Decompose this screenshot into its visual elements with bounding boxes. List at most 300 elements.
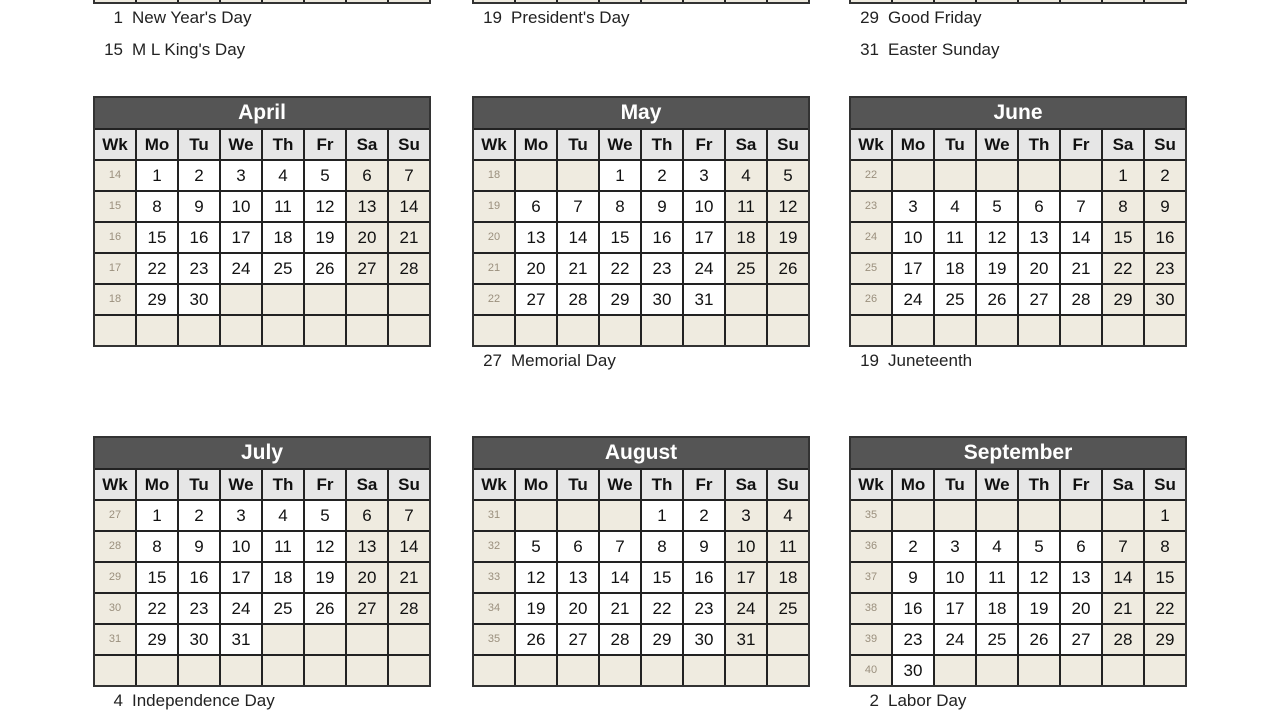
day-cell[interactable]: 10 bbox=[726, 532, 766, 561]
weekday-header: Su bbox=[768, 470, 808, 499]
holiday-item bbox=[462, 8, 630, 28]
day-cell[interactable]: 6 bbox=[1019, 192, 1059, 221]
day-cell[interactable]: 3 bbox=[726, 501, 766, 530]
day-cell[interactable]: 26 bbox=[1019, 625, 1059, 654]
day-cell[interactable]: 12 bbox=[977, 223, 1017, 252]
day-cell[interactable]: 4 bbox=[935, 192, 975, 221]
day-cell[interactable]: 30 bbox=[642, 285, 682, 314]
day-cell[interactable]: 9 bbox=[642, 192, 682, 221]
day-cell[interactable]: 12 bbox=[768, 192, 808, 221]
weekday-header: Sa bbox=[347, 130, 387, 159]
day-cell[interactable]: 1 bbox=[1103, 161, 1143, 190]
week-number: 31 bbox=[95, 625, 135, 654]
weekday-header: Fr bbox=[684, 130, 724, 159]
empty-cell bbox=[726, 316, 766, 345]
holiday-item bbox=[462, 351, 616, 371]
empty-cell bbox=[684, 656, 724, 685]
day-cell[interactable]: 6 bbox=[516, 192, 556, 221]
day-cell[interactable]: 29 bbox=[137, 285, 177, 314]
day-cell[interactable]: 6 bbox=[347, 501, 387, 530]
day-cell[interactable]: 23 bbox=[642, 254, 682, 283]
day-cell[interactable]: 19 bbox=[516, 594, 556, 623]
empty-cell bbox=[1061, 501, 1101, 530]
day-cell[interactable]: 3 bbox=[935, 532, 975, 561]
day-cell[interactable]: 28 bbox=[389, 254, 429, 283]
day-cell[interactable]: 1 bbox=[600, 161, 640, 190]
day-cell[interactable]: 22 bbox=[137, 254, 177, 283]
weekday-header: Su bbox=[389, 470, 429, 499]
empty-cell bbox=[263, 656, 303, 685]
day-cell[interactable]: 5 bbox=[305, 501, 345, 530]
empty-cell bbox=[516, 501, 556, 530]
day-cell[interactable]: 16 bbox=[893, 594, 933, 623]
day-cell[interactable]: 16 bbox=[642, 223, 682, 252]
week-number: 35 bbox=[851, 501, 891, 530]
week-number: 17 bbox=[95, 254, 135, 283]
day-cell[interactable]: 26 bbox=[305, 254, 345, 283]
empty-cell bbox=[642, 316, 682, 345]
weekday-header: We bbox=[977, 130, 1017, 159]
day-cell[interactable]: 24 bbox=[726, 594, 766, 623]
day-cell[interactable]: 18 bbox=[263, 223, 303, 252]
day-cell[interactable]: 19 bbox=[305, 563, 345, 592]
week-number: 30 bbox=[95, 594, 135, 623]
week-number: 25 bbox=[851, 254, 891, 283]
day-cell[interactable]: 29 bbox=[137, 625, 177, 654]
day-cell[interactable]: 8 bbox=[1103, 192, 1143, 221]
day-cell[interactable]: 2 bbox=[642, 161, 682, 190]
weekday-header: Th bbox=[642, 470, 682, 499]
weekday-header: Tu bbox=[558, 130, 598, 159]
weekday-header: Tu bbox=[935, 470, 975, 499]
day-cell[interactable]: 1 bbox=[137, 161, 177, 190]
empty-cell bbox=[263, 625, 303, 654]
day-cell[interactable]: 13 bbox=[1061, 563, 1101, 592]
day-cell[interactable]: 28 bbox=[600, 625, 640, 654]
day-cell[interactable]: 14 bbox=[1103, 563, 1143, 592]
month-grid bbox=[95, 130, 429, 345]
empty-cell bbox=[1103, 316, 1143, 345]
day-cell[interactable]: 2 bbox=[179, 501, 219, 530]
day-cell[interactable]: 10 bbox=[221, 192, 261, 221]
day-cell[interactable]: 4 bbox=[977, 532, 1017, 561]
day-cell[interactable]: 27 bbox=[347, 594, 387, 623]
empty-cell bbox=[389, 285, 429, 314]
day-cell[interactable]: 18 bbox=[263, 563, 303, 592]
day-cell[interactable]: 20 bbox=[558, 594, 598, 623]
weekday-header: Tu bbox=[179, 130, 219, 159]
day-cell[interactable]: 13 bbox=[1019, 223, 1059, 252]
day-cell[interactable]: 14 bbox=[1061, 223, 1101, 252]
day-cell[interactable]: 21 bbox=[558, 254, 598, 283]
day-cell[interactable]: 14 bbox=[558, 223, 598, 252]
day-cell[interactable]: 17 bbox=[684, 223, 724, 252]
day-cell[interactable]: 19 bbox=[768, 223, 808, 252]
month-title: June bbox=[851, 98, 1185, 130]
day-cell[interactable]: 15 bbox=[137, 563, 177, 592]
day-cell[interactable]: 23 bbox=[179, 254, 219, 283]
day-cell[interactable]: 24 bbox=[221, 254, 261, 283]
week-number: 15 bbox=[95, 192, 135, 221]
empty-cell bbox=[726, 285, 766, 314]
month-grid bbox=[95, 470, 429, 685]
empty-cell bbox=[558, 656, 598, 685]
day-cell[interactable]: 7 bbox=[558, 192, 598, 221]
day-cell[interactable]: 19 bbox=[1019, 594, 1059, 623]
empty-cell bbox=[389, 316, 429, 345]
day-cell[interactable]: 21 bbox=[389, 223, 429, 252]
day-cell[interactable]: 8 bbox=[1145, 532, 1185, 561]
day-cell[interactable]: 21 bbox=[1103, 594, 1143, 623]
day-cell[interactable]: 2 bbox=[893, 532, 933, 561]
day-cell[interactable]: 8 bbox=[137, 192, 177, 221]
empty-cell bbox=[179, 656, 219, 685]
day-cell[interactable]: 4 bbox=[263, 501, 303, 530]
day-cell[interactable]: 15 bbox=[600, 223, 640, 252]
day-cell[interactable]: 21 bbox=[389, 563, 429, 592]
holiday-name: Easter Sunday bbox=[888, 40, 1000, 59]
day-cell[interactable]: 9 bbox=[1145, 192, 1185, 221]
day-cell[interactable]: 9 bbox=[893, 563, 933, 592]
day-cell[interactable]: 29 bbox=[642, 625, 682, 654]
weekday-header: Su bbox=[1145, 130, 1185, 159]
week-number bbox=[95, 316, 135, 345]
empty-cell bbox=[600, 656, 640, 685]
day-cell[interactable]: 11 bbox=[977, 563, 1017, 592]
holiday-day: 1 bbox=[113, 8, 123, 27]
holiday-name: Memorial Day bbox=[511, 351, 616, 370]
day-cell[interactable]: 28 bbox=[389, 594, 429, 623]
day-cell[interactable]: 25 bbox=[977, 625, 1017, 654]
day-cell[interactable]: 10 bbox=[893, 223, 933, 252]
day-cell[interactable]: 30 bbox=[179, 285, 219, 314]
day-cell[interactable]: 17 bbox=[893, 254, 933, 283]
day-cell[interactable]: 16 bbox=[684, 563, 724, 592]
week-number: 31 bbox=[474, 501, 514, 530]
week-number: 29 bbox=[95, 563, 135, 592]
empty-cell bbox=[600, 316, 640, 345]
day-cell[interactable]: 30 bbox=[893, 656, 933, 685]
weekday-header: Wk bbox=[474, 130, 514, 159]
day-cell[interactable]: 6 bbox=[558, 532, 598, 561]
day-cell[interactable]: 26 bbox=[768, 254, 808, 283]
month-grid bbox=[851, 470, 1185, 685]
day-cell[interactable]: 4 bbox=[726, 161, 766, 190]
day-cell[interactable]: 20 bbox=[347, 563, 387, 592]
day-cell[interactable]: 12 bbox=[305, 192, 345, 221]
holiday-day: 29 bbox=[860, 8, 879, 27]
day-cell[interactable]: 23 bbox=[179, 594, 219, 623]
day-cell[interactable]: 8 bbox=[600, 192, 640, 221]
day-cell[interactable]: 31 bbox=[726, 625, 766, 654]
weekday-header: Su bbox=[1145, 470, 1185, 499]
day-cell[interactable]: 3 bbox=[221, 161, 261, 190]
day-cell[interactable]: 1 bbox=[642, 501, 682, 530]
holiday-item bbox=[83, 8, 251, 28]
day-cell[interactable]: 25 bbox=[263, 594, 303, 623]
week-number bbox=[851, 316, 891, 345]
day-cell[interactable]: 29 bbox=[1103, 285, 1143, 314]
day-cell[interactable]: 4 bbox=[768, 501, 808, 530]
day-cell[interactable]: 8 bbox=[137, 532, 177, 561]
day-cell[interactable]: 27 bbox=[347, 254, 387, 283]
previous-month-calendar-edge bbox=[472, 0, 810, 4]
day-cell[interactable]: 1 bbox=[137, 501, 177, 530]
week-number: 26 bbox=[851, 285, 891, 314]
empty-cell bbox=[137, 656, 177, 685]
day-cell[interactable]: 19 bbox=[305, 223, 345, 252]
day-cell[interactable]: 26 bbox=[977, 285, 1017, 314]
month-title: September bbox=[851, 438, 1185, 470]
empty-cell bbox=[263, 316, 303, 345]
empty-cell bbox=[221, 285, 261, 314]
empty-cell bbox=[768, 285, 808, 314]
day-cell[interactable]: 24 bbox=[684, 254, 724, 283]
day-cell[interactable]: 5 bbox=[1019, 532, 1059, 561]
day-cell[interactable]: 11 bbox=[263, 192, 303, 221]
day-cell[interactable]: 3 bbox=[893, 192, 933, 221]
weekday-header: Mo bbox=[893, 470, 933, 499]
month-calendar-may bbox=[472, 96, 810, 347]
weekday-header: Sa bbox=[726, 470, 766, 499]
empty-cell bbox=[935, 501, 975, 530]
day-cell[interactable]: 31 bbox=[221, 625, 261, 654]
empty-cell bbox=[347, 285, 387, 314]
day-cell[interactable]: 23 bbox=[684, 594, 724, 623]
weekday-header: Th bbox=[263, 470, 303, 499]
day-cell[interactable]: 17 bbox=[221, 563, 261, 592]
day-cell[interactable]: 25 bbox=[768, 594, 808, 623]
day-cell[interactable]: 6 bbox=[347, 161, 387, 190]
holiday-name: New Year's Day bbox=[132, 8, 252, 27]
empty-cell bbox=[1145, 656, 1185, 685]
weekday-header: Su bbox=[389, 130, 429, 159]
day-cell[interactable]: 20 bbox=[1019, 254, 1059, 283]
empty-cell bbox=[221, 656, 261, 685]
day-cell[interactable]: 3 bbox=[684, 161, 724, 190]
day-cell[interactable]: 16 bbox=[179, 223, 219, 252]
day-cell[interactable]: 11 bbox=[935, 223, 975, 252]
empty-cell bbox=[977, 316, 1017, 345]
day-cell[interactable]: 28 bbox=[1103, 625, 1143, 654]
day-cell[interactable]: 28 bbox=[1061, 285, 1101, 314]
empty-cell bbox=[768, 656, 808, 685]
day-cell[interactable]: 2 bbox=[684, 501, 724, 530]
week-number bbox=[474, 656, 514, 685]
day-cell[interactable]: 7 bbox=[1103, 532, 1143, 561]
day-cell[interactable]: 13 bbox=[558, 563, 598, 592]
empty-cell bbox=[1103, 656, 1143, 685]
day-cell[interactable]: 8 bbox=[642, 532, 682, 561]
day-cell[interactable]: 25 bbox=[935, 285, 975, 314]
day-cell[interactable]: 21 bbox=[1061, 254, 1101, 283]
day-cell[interactable]: 18 bbox=[935, 254, 975, 283]
month-grid bbox=[474, 130, 808, 345]
empty-cell bbox=[305, 656, 345, 685]
day-cell[interactable]: 23 bbox=[893, 625, 933, 654]
weekday-header: Fr bbox=[1061, 130, 1101, 159]
day-cell[interactable]: 2 bbox=[1145, 161, 1185, 190]
weekday-header: We bbox=[977, 470, 1017, 499]
holiday-item bbox=[839, 8, 982, 28]
day-cell[interactable]: 11 bbox=[726, 192, 766, 221]
empty-cell bbox=[389, 625, 429, 654]
day-cell[interactable]: 14 bbox=[600, 563, 640, 592]
day-cell[interactable]: 12 bbox=[305, 532, 345, 561]
day-cell[interactable]: 14 bbox=[389, 532, 429, 561]
week-number: 19 bbox=[474, 192, 514, 221]
day-cell[interactable]: 17 bbox=[221, 223, 261, 252]
weekday-header: We bbox=[221, 470, 261, 499]
empty-cell bbox=[221, 316, 261, 345]
weekday-header: Wk bbox=[474, 470, 514, 499]
day-cell[interactable]: 25 bbox=[726, 254, 766, 283]
empty-cell bbox=[305, 316, 345, 345]
week-number: 35 bbox=[474, 625, 514, 654]
empty-cell bbox=[263, 285, 303, 314]
day-cell[interactable]: 27 bbox=[1019, 285, 1059, 314]
day-cell[interactable]: 29 bbox=[600, 285, 640, 314]
month-title: May bbox=[474, 98, 808, 130]
day-cell[interactable]: 7 bbox=[1061, 192, 1101, 221]
day-cell[interactable]: 12 bbox=[516, 563, 556, 592]
day-cell[interactable]: 5 bbox=[305, 161, 345, 190]
day-cell[interactable]: 30 bbox=[179, 625, 219, 654]
weekday-header: Mo bbox=[516, 470, 556, 499]
week-number: 14 bbox=[95, 161, 135, 190]
day-cell[interactable]: 1 bbox=[1145, 501, 1185, 530]
empty-cell bbox=[1019, 161, 1059, 190]
day-cell[interactable]: 13 bbox=[516, 223, 556, 252]
day-cell[interactable]: 20 bbox=[347, 223, 387, 252]
day-cell[interactable]: 13 bbox=[347, 192, 387, 221]
empty-cell bbox=[558, 501, 598, 530]
day-cell[interactable]: 29 bbox=[1145, 625, 1185, 654]
week-number: 37 bbox=[851, 563, 891, 592]
week-number: 28 bbox=[95, 532, 135, 561]
day-cell[interactable]: 10 bbox=[684, 192, 724, 221]
day-cell[interactable]: 4 bbox=[263, 161, 303, 190]
day-cell[interactable]: 3 bbox=[221, 501, 261, 530]
empty-cell bbox=[768, 316, 808, 345]
day-cell[interactable]: 31 bbox=[684, 285, 724, 314]
empty-cell bbox=[977, 161, 1017, 190]
empty-cell bbox=[347, 316, 387, 345]
day-cell[interactable]: 15 bbox=[642, 563, 682, 592]
empty-cell bbox=[935, 161, 975, 190]
day-cell[interactable]: 27 bbox=[516, 285, 556, 314]
month-title: April bbox=[95, 98, 429, 130]
empty-cell bbox=[684, 316, 724, 345]
empty-cell bbox=[977, 501, 1017, 530]
holiday-name: President's Day bbox=[511, 8, 630, 27]
day-cell[interactable]: 17 bbox=[935, 594, 975, 623]
day-cell[interactable]: 26 bbox=[305, 594, 345, 623]
day-cell[interactable]: 27 bbox=[1061, 625, 1101, 654]
day-cell[interactable]: 15 bbox=[137, 223, 177, 252]
weekday-header: Fr bbox=[305, 130, 345, 159]
empty-cell bbox=[935, 656, 975, 685]
day-cell[interactable]: 13 bbox=[347, 532, 387, 561]
day-cell[interactable]: 16 bbox=[1145, 223, 1185, 252]
holiday-item bbox=[839, 691, 966, 711]
day-cell[interactable]: 5 bbox=[977, 192, 1017, 221]
day-cell[interactable]: 11 bbox=[768, 532, 808, 561]
day-cell[interactable]: 5 bbox=[516, 532, 556, 561]
weekday-header: Th bbox=[263, 130, 303, 159]
day-cell[interactable]: 7 bbox=[389, 501, 429, 530]
day-cell[interactable]: 11 bbox=[263, 532, 303, 561]
empty-cell bbox=[179, 316, 219, 345]
day-cell[interactable]: 18 bbox=[977, 594, 1017, 623]
week-number: 24 bbox=[851, 223, 891, 252]
day-cell[interactable]: 24 bbox=[935, 625, 975, 654]
day-cell[interactable]: 21 bbox=[600, 594, 640, 623]
empty-cell bbox=[516, 656, 556, 685]
day-cell[interactable]: 20 bbox=[1061, 594, 1101, 623]
weekday-header: We bbox=[600, 130, 640, 159]
empty-cell bbox=[600, 501, 640, 530]
day-cell[interactable]: 19 bbox=[977, 254, 1017, 283]
day-cell[interactable]: 7 bbox=[600, 532, 640, 561]
empty-cell bbox=[1061, 161, 1101, 190]
day-cell[interactable]: 6 bbox=[1061, 532, 1101, 561]
empty-cell bbox=[347, 656, 387, 685]
day-cell[interactable]: 2 bbox=[179, 161, 219, 190]
day-cell[interactable]: 23 bbox=[1145, 254, 1185, 283]
day-cell[interactable]: 18 bbox=[726, 223, 766, 252]
day-cell[interactable]: 28 bbox=[558, 285, 598, 314]
day-cell[interactable]: 15 bbox=[1103, 223, 1143, 252]
day-cell[interactable]: 9 bbox=[179, 532, 219, 561]
day-cell[interactable]: 25 bbox=[263, 254, 303, 283]
holiday-day: 19 bbox=[483, 8, 502, 27]
weekday-header: Fr bbox=[305, 470, 345, 499]
week-number: 16 bbox=[95, 223, 135, 252]
empty-cell bbox=[347, 625, 387, 654]
day-cell[interactable]: 9 bbox=[684, 532, 724, 561]
weekday-header: We bbox=[600, 470, 640, 499]
day-cell[interactable]: 22 bbox=[1145, 594, 1185, 623]
day-cell[interactable]: 22 bbox=[1103, 254, 1143, 283]
weekday-header: Fr bbox=[1061, 470, 1101, 499]
day-cell[interactable]: 22 bbox=[642, 594, 682, 623]
day-cell[interactable]: 24 bbox=[221, 594, 261, 623]
day-cell[interactable]: 26 bbox=[516, 625, 556, 654]
day-cell[interactable]: 22 bbox=[137, 594, 177, 623]
day-cell[interactable]: 15 bbox=[1145, 563, 1185, 592]
day-cell[interactable]: 16 bbox=[179, 563, 219, 592]
day-cell[interactable]: 27 bbox=[558, 625, 598, 654]
day-cell[interactable]: 10 bbox=[935, 563, 975, 592]
day-cell[interactable]: 12 bbox=[1019, 563, 1059, 592]
day-cell[interactable]: 14 bbox=[389, 192, 429, 221]
day-cell[interactable]: 10 bbox=[221, 532, 261, 561]
month-calendar-september bbox=[849, 436, 1187, 687]
day-cell[interactable]: 20 bbox=[516, 254, 556, 283]
day-cell[interactable]: 9 bbox=[179, 192, 219, 221]
day-cell[interactable]: 30 bbox=[1145, 285, 1185, 314]
weekday-header: Wk bbox=[851, 470, 891, 499]
day-cell[interactable]: 22 bbox=[600, 254, 640, 283]
day-cell[interactable]: 30 bbox=[684, 625, 724, 654]
holiday-name: Juneteenth bbox=[888, 351, 973, 370]
day-cell[interactable]: 7 bbox=[389, 161, 429, 190]
day-cell[interactable]: 5 bbox=[768, 161, 808, 190]
day-cell[interactable]: 17 bbox=[726, 563, 766, 592]
day-cell[interactable]: 18 bbox=[768, 563, 808, 592]
day-cell[interactable]: 24 bbox=[893, 285, 933, 314]
